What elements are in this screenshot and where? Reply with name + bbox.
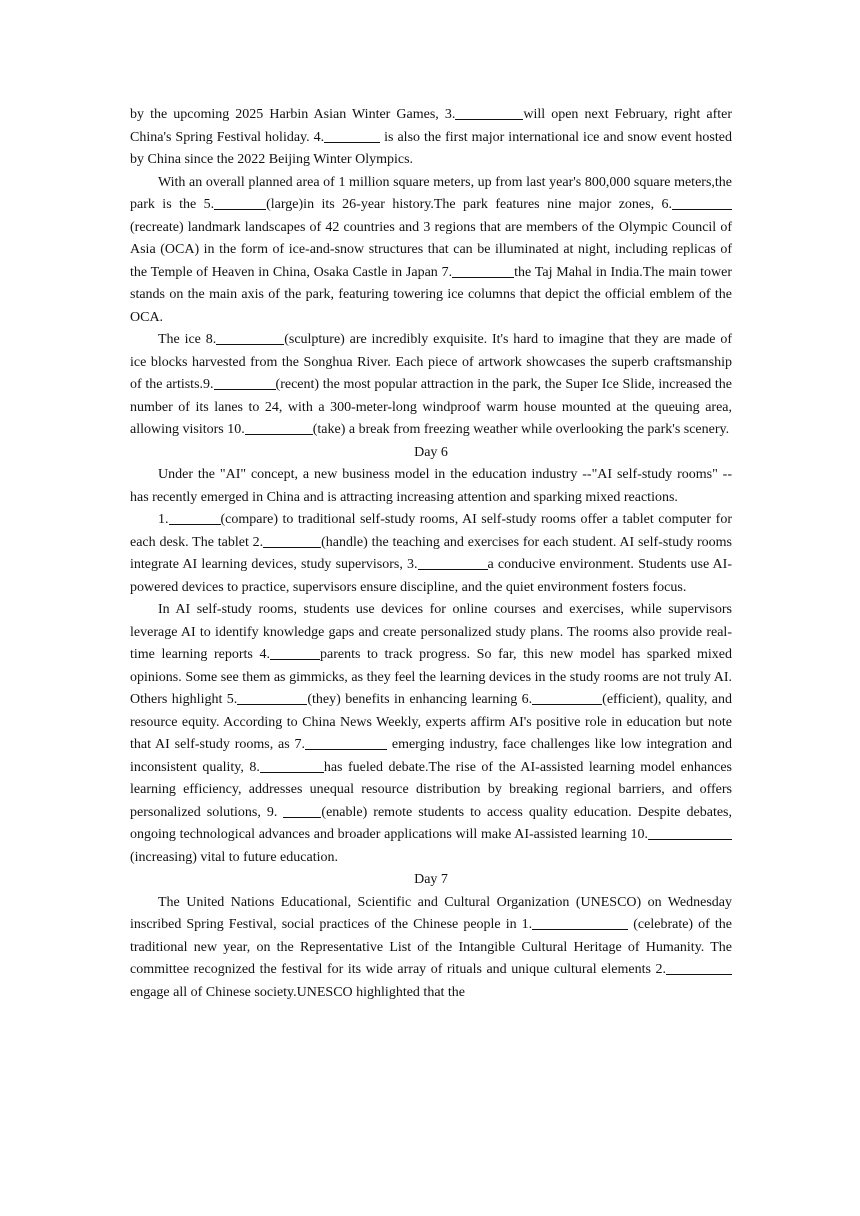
text-run: has fueled debate.The rise of the AI-assisted learning model enhances learning efficiency, addresses unequal resource distribution by breaking regional barriers, and offers personalized solutions, 9. bbox=[130, 759, 732, 820]
answer-blank[interactable] bbox=[666, 960, 732, 975]
answer-blank[interactable] bbox=[260, 758, 324, 773]
answer-blank[interactable] bbox=[245, 420, 313, 435]
paragraph bbox=[130, 509, 732, 599]
paragraph bbox=[130, 172, 732, 330]
answer-blank[interactable] bbox=[648, 825, 732, 840]
text-run: by the upcoming 2025 Harbin Asian Winter Games, 3. bbox=[130, 107, 456, 122]
paragraph bbox=[130, 599, 732, 869]
answer-blank[interactable] bbox=[283, 803, 321, 818]
document-page bbox=[130, 104, 732, 1004]
text-run: 1. bbox=[158, 512, 169, 527]
text-run: engage all of Chinese society.UNESCO highlighted that the bbox=[130, 984, 466, 1000]
answer-blank[interactable] bbox=[214, 195, 266, 210]
answer-blank[interactable] bbox=[263, 533, 321, 548]
text-run: (sculpture) are incredibly exquisite. It's hard to imagine that they are made of ice blocks harvested from the Songhua River. Each piece of artwork showcases the superb craftsmanship of the artists.9. bbox=[130, 332, 732, 392]
text-run: a conducive environment. Students use AI-powered devices to practice, supervisors ensure discipline, and the quiet environment fosters focus. bbox=[130, 557, 732, 595]
text-run: Under the "AI" concept, a new business model in the education industry --"AI self-study rooms" -- has recently emerged in China and is attracting increasing attention and sparking mixed reactions. bbox=[130, 467, 732, 505]
paragraph bbox=[130, 464, 732, 509]
text-run: (efficient), quality, and resource equity. According to China News Weekly, experts affirm AI's positive role in education but note that AI self-study rooms, as 7. bbox=[130, 692, 732, 752]
answer-blank[interactable] bbox=[418, 555, 488, 570]
text-run: emerging industry, face challenges like low integration and inconsistent quality, 8. bbox=[130, 737, 733, 775]
text-run: (take) a break from freezing weather while overlooking the park's scenery. bbox=[312, 422, 730, 437]
answer-blank[interactable] bbox=[305, 735, 387, 750]
text-run: (large)in its 26-year history.The park features nine major zones, 6. bbox=[266, 197, 672, 212]
answer-blank[interactable] bbox=[455, 105, 523, 120]
answer-blank[interactable] bbox=[214, 375, 276, 390]
section-heading: Day 6 bbox=[414, 444, 448, 460]
section-heading: Day 7 bbox=[414, 872, 448, 887]
answer-blank[interactable] bbox=[324, 128, 380, 143]
answer-blank[interactable] bbox=[532, 915, 628, 930]
text-run: In AI self-study rooms, students use devices for online courses and exercises, while supervisors leverage AI to identify knowledge gaps and create personalized study plans. The rooms also provide real-time learning reports 4. bbox=[130, 602, 732, 662]
text-run: (handle) the teaching and exercises for each student. AI self-study rooms integrate AI learning devices, study supervisors, 3. bbox=[130, 534, 732, 572]
text-run: (increasing) vital to future education. bbox=[130, 849, 338, 865]
answer-blank[interactable] bbox=[452, 263, 514, 278]
text-run: The ice 8. bbox=[158, 332, 217, 347]
answer-blank[interactable] bbox=[237, 690, 307, 705]
text-run: (celebrate) of the traditional new year, on the Representative List of the Intangible Cultural Heritage of Humanity. The committee recognized the festival for its wide array of rituals and unique cultural elements 2. bbox=[130, 917, 733, 977]
text-run: (compare) to traditional self-study rooms, AI self-study rooms offer a tablet computer for each desk. The tablet 2. bbox=[130, 512, 732, 550]
answer-blank[interactable] bbox=[532, 690, 602, 705]
text-run: the Taj Mahal in India.The main tower stands on the main axis of the park, featuring towering ice columns that depict the official emblem of the OCA. bbox=[130, 264, 733, 325]
paragraph bbox=[130, 104, 732, 172]
text-run: The United Nations Educational, Scientific and Cultural Organization (UNESCO) on Wednesday inscribed Spring Festival, social practices of the Chinese people in 1. bbox=[130, 894, 732, 932]
answer-blank[interactable] bbox=[672, 195, 732, 210]
text-run: (they) benefits in enhancing learning 6. bbox=[307, 692, 533, 707]
paragraph bbox=[130, 329, 732, 442]
text-run: (enable) remote students to access quality education. Despite debates, ongoing technological advances and broader applications will make AI-assisted learning 10. bbox=[130, 804, 732, 842]
text-run: parents to track progress. So far, this new model has sparked mixed opinions. Some see them as gimmicks, as they feel the learning devices in the study rooms are not truly AI. Others highlight 5. bbox=[130, 647, 732, 707]
text-run: will open next February, right after China's Spring Festival holiday. 4. bbox=[130, 107, 732, 145]
text-run: With an overall planned area of 1 million square meters, up from last year's 800,000 square meters,the park is the 5. bbox=[130, 174, 732, 212]
paragraph bbox=[130, 892, 732, 1005]
text-run: (recreate) landmark landscapes of 42 countries and 3 regions that are members of the Olympic Council of Asia (OCA) in the form of ice-and-snow structures that can be illuminated at night, including replicas of the Temple of Heaven in China, Osaka Castle in Japan 7. bbox=[130, 219, 732, 280]
answer-blank[interactable] bbox=[270, 645, 320, 660]
text-run: (recent) the most popular attraction in the park, the Super Ice Slide, increased the number of its lanes to 24, with a 300-meter-long windproof warm house mounted at the queuing area, allowing visitors 10. bbox=[130, 377, 732, 437]
answer-blank[interactable] bbox=[169, 510, 221, 525]
answer-blank[interactable] bbox=[216, 330, 284, 345]
text-run: is also the first major international ice and snow event hosted by China since the 2022 Beijing Winter Olympics. bbox=[130, 129, 732, 167]
